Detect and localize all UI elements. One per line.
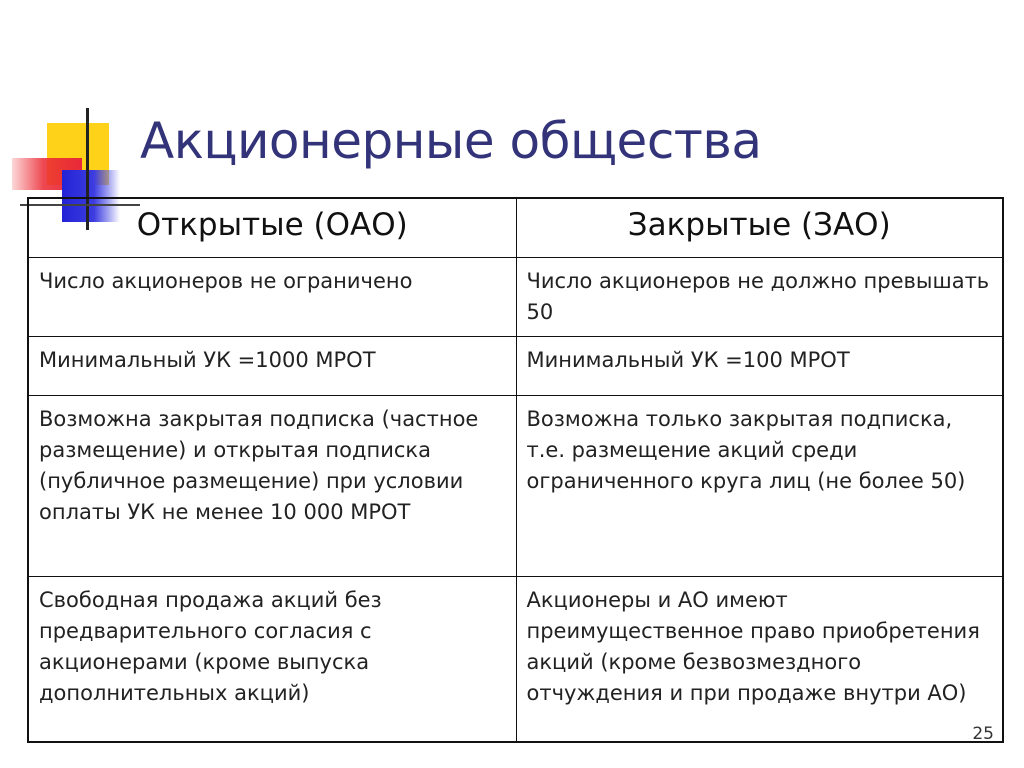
header-closed-jsc: Закрытые (ЗАО) bbox=[516, 198, 1003, 258]
table-cell: Возможна только закрытая подписка, т.е. размещение акций среди ограниченного круга лиц (не более 50) bbox=[516, 396, 1003, 577]
table-cell: Минимальный УК =100 МРОТ bbox=[516, 337, 1003, 396]
table-header-row bbox=[28, 198, 1003, 258]
header-open-jsc: Открытые (ОАО) bbox=[28, 198, 516, 258]
comparison-table bbox=[27, 197, 1004, 743]
page-number: 25 bbox=[972, 724, 994, 744]
table-cell: Возможна закрытая подписка (частное размещение) и открытая подписка (публичное размещение) при условии оплаты УК не менее 10 000 МРОТ bbox=[28, 396, 516, 577]
table-row bbox=[28, 337, 1003, 396]
table-cell: Число акционеров не ограничено bbox=[28, 258, 516, 337]
table-cell: Свободная продажа акций без предварительного согласия с акционерами (кроме выпуска дополнительных акций) bbox=[28, 577, 516, 743]
table-row bbox=[28, 396, 1003, 577]
table-cell: Акционеры и АО имеют преимущественное право приобретения акций (кроме безвозмездного отчуждения и при продаже внутри АО) bbox=[516, 577, 1003, 743]
table-cell: Число акционеров не должно превышать 50 bbox=[516, 258, 1003, 337]
slide-title: Акционерные общества bbox=[140, 112, 762, 170]
table-row bbox=[28, 577, 1003, 743]
table-cell: Минимальный УК =1000 МРОТ bbox=[28, 337, 516, 396]
table-row bbox=[28, 258, 1003, 337]
